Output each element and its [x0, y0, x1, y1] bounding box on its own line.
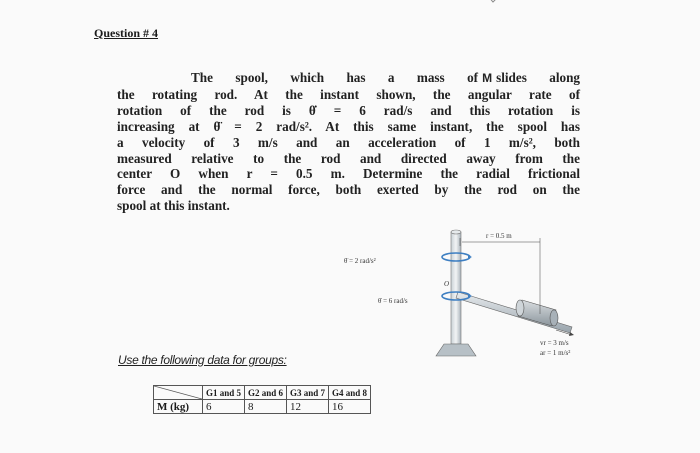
corner-cell [154, 386, 203, 400]
problem-line-3: rotation of the rod is θ̇ = 6 rad/s and this rotation is [117, 102, 580, 118]
theta-ddot-label: θ̈ = 2 rad/s² [344, 257, 376, 265]
problem-line-8: force and the normal force, both exerted by the rod on the [117, 182, 580, 198]
groups-table [153, 385, 371, 414]
r-label: r = 0.5 m [486, 232, 512, 240]
value-g4: 16 [329, 400, 371, 414]
spool-rod-figure [334, 214, 614, 374]
header-g2: G2 and 6 [245, 386, 287, 400]
table-header-row [154, 386, 371, 400]
vr-label: vr = 3 m/s [540, 339, 569, 347]
header-g4: G4 and 8 [329, 386, 371, 400]
vertical-shaft [451, 232, 461, 344]
problem-line-1: The spool, which has a mass of M slides along [191, 70, 580, 85]
problem-line-2: the rotating rod. At the instant shown, the angular rate of [117, 86, 580, 102]
header-g3: G3 and 7 [287, 386, 329, 400]
figure-drawing [334, 214, 614, 374]
ar-label: ar = 1 m/s² [540, 349, 571, 357]
value-g2: 8 [245, 400, 287, 414]
header-g1: G1 and 5 [203, 386, 245, 400]
problem-line-6: measured relative to the rod and directed away from the [117, 150, 580, 166]
value-g3: 12 [287, 400, 329, 414]
table-row [154, 400, 371, 414]
problem-line-9: spool at this instant. [117, 198, 230, 214]
origin-label: O [444, 280, 450, 288]
question-title: Question # 4 [94, 26, 159, 40]
problem-line-4: increasing at θ̈ = 2 rad/s². At this same instant, the spool has [117, 118, 580, 134]
problem-line-7: center O when r = 0.5 m. Determine the radial frictional [117, 166, 580, 182]
row-label-mass: M (kg) [154, 400, 203, 414]
theta-dot-label: θ̇ = 6 rad/s [378, 297, 408, 305]
problem-statement [117, 70, 580, 214]
problem-line-5: a velocity of 3 m/s and an acceleration of 1 m/s², both [117, 134, 580, 150]
shaft-base [436, 344, 476, 356]
mass-symbol: M [482, 71, 493, 85]
data-note: Use the following data for groups: [118, 353, 287, 367]
pen-stroke-mark [486, 0, 500, 6]
value-g1: 6 [203, 400, 245, 414]
